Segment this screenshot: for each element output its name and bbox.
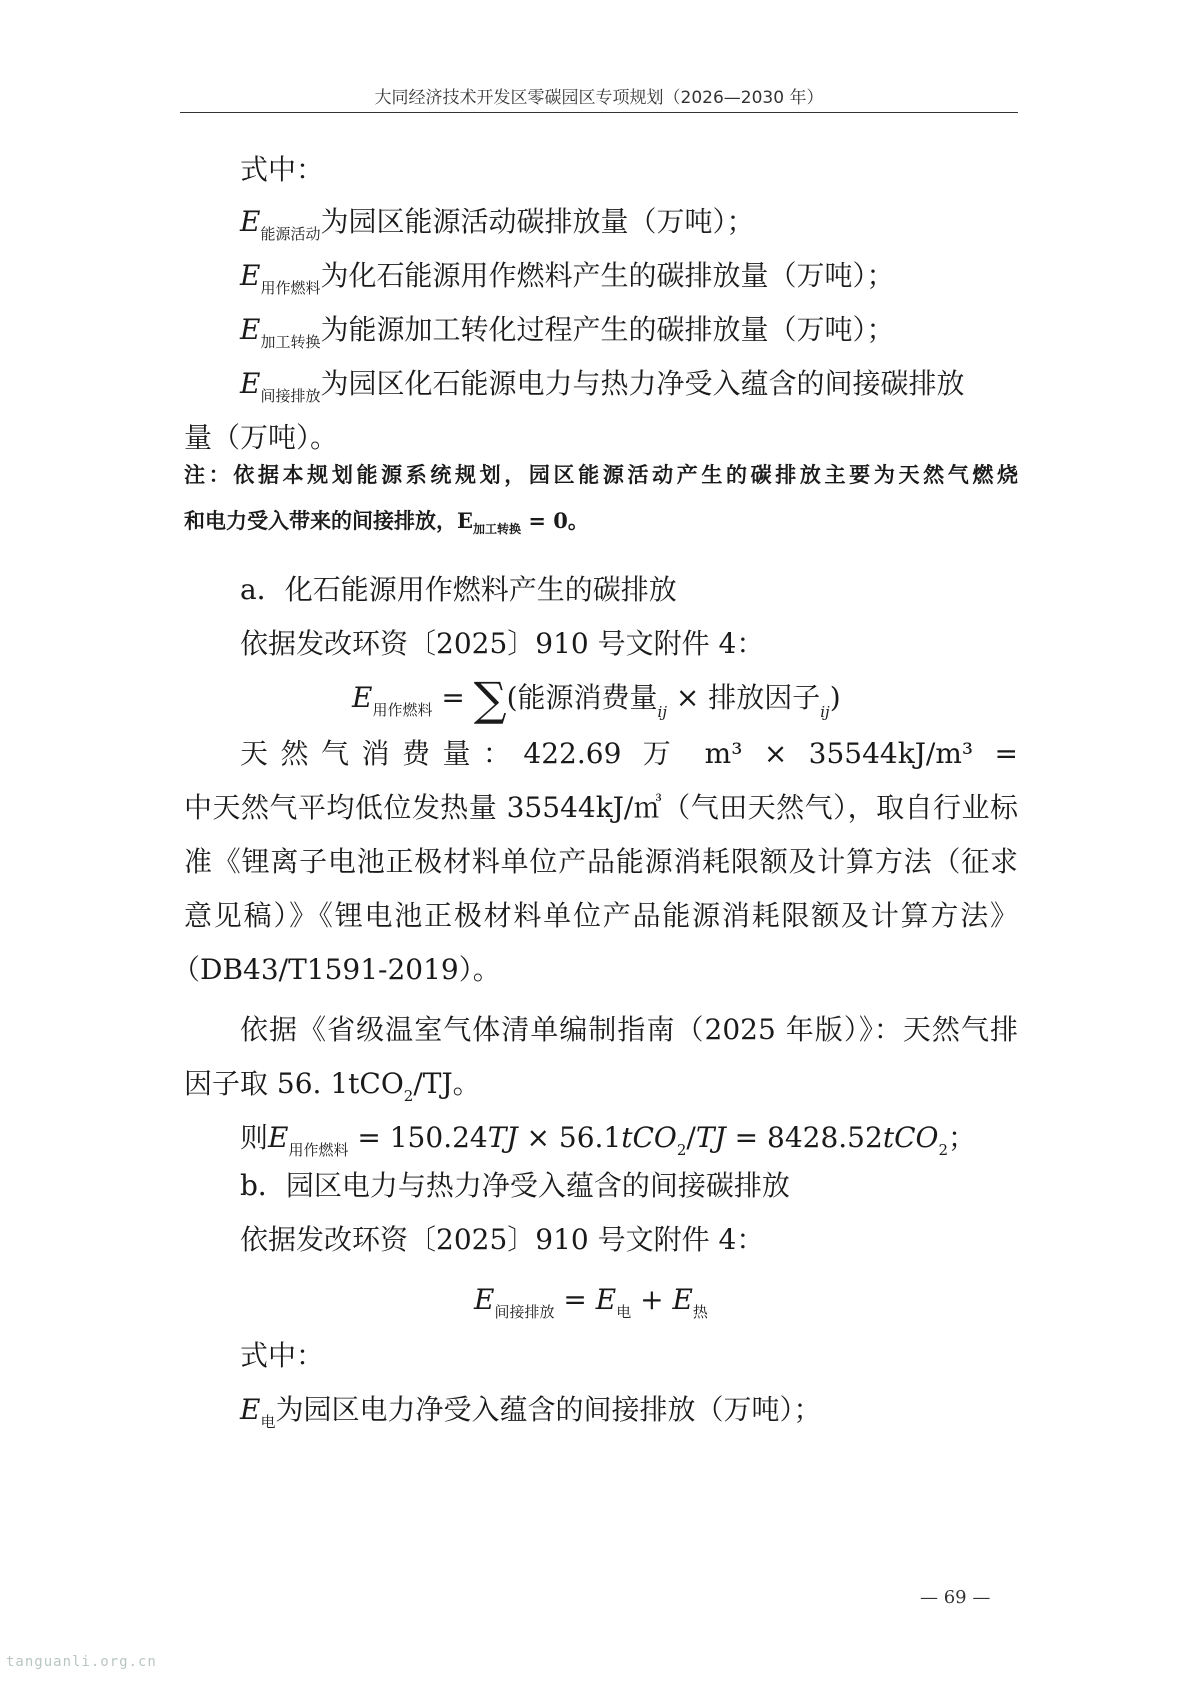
formula-index: ij bbox=[820, 703, 830, 721]
formula-lhs-sub: 用作燃料 bbox=[372, 701, 433, 719]
page-header: 大同经济技术开发区零碳园区专项规划（2026—2030 年） bbox=[374, 88, 824, 108]
formula-fuel bbox=[352, 672, 841, 726]
para-gas-line-2: 中天然气平均低位发热量 35544kJ/㎥（气田天然气），取自行业标 bbox=[184, 791, 1018, 824]
sigma-symbol: ∑ bbox=[473, 672, 507, 726]
header-rule bbox=[180, 112, 1018, 113]
formula-times: × 排放因子 bbox=[666, 681, 821, 714]
def-subscript: 加工转换 bbox=[260, 333, 321, 351]
formula-lhs: E bbox=[352, 681, 373, 714]
para-gas-line-5: （DB43/T1591-2019）。 bbox=[172, 953, 501, 986]
def-symbol: E bbox=[240, 367, 261, 400]
result-symbol: E bbox=[268, 1121, 289, 1154]
def-electricity bbox=[240, 1390, 821, 1430]
note-text: 和电力受入带来的间接排放，E bbox=[184, 508, 474, 533]
para-gas-line-1: 天然气消费量：422.69 万 m³ × 35544kJ/m³ = bbox=[240, 737, 1018, 770]
where-label-2: 式中： bbox=[240, 1339, 325, 1372]
def-indirect-cont: 量（万吨）。 bbox=[184, 421, 339, 454]
section-a-basis: 依据发改环资〔2025〕910 号文附件 4： bbox=[240, 627, 765, 660]
def-fuel-use bbox=[240, 256, 894, 296]
unit-sub: 2 bbox=[676, 1141, 687, 1159]
def-subscript: 电 bbox=[260, 1413, 276, 1431]
formula-close: ) bbox=[829, 681, 841, 714]
result-total: = 8428.52 bbox=[725, 1121, 883, 1154]
def-symbol: E bbox=[240, 313, 261, 346]
result-pre: 则 bbox=[240, 1121, 269, 1154]
def-subscript: 间接排放 bbox=[260, 387, 321, 405]
para-gas-line-3: 准《锂离子电池正极材料单位产品能源消耗限额及计算方法（征求 bbox=[184, 845, 1018, 878]
note-subscript: 加工转换 bbox=[473, 522, 522, 536]
def-text: 为能源加工转化过程产生的碳排放量（万吨）； bbox=[320, 313, 895, 346]
formula-term-sub: 热 bbox=[692, 1303, 708, 1321]
formula-eq: = bbox=[554, 1283, 596, 1316]
formula-eq: = bbox=[432, 681, 474, 714]
unit-sub: 2 bbox=[938, 1141, 949, 1159]
note-line-2 bbox=[184, 504, 589, 538]
def-symbol: E bbox=[240, 1393, 261, 1426]
factor-text-end: /TJ。 bbox=[413, 1067, 481, 1100]
unit: tCO bbox=[882, 1121, 939, 1154]
formula-index: ij bbox=[657, 703, 667, 721]
result-value: = 150.24 bbox=[348, 1121, 488, 1154]
def-text: 为园区电力净受入蕴含的间接排放（万吨）； bbox=[275, 1393, 822, 1426]
section-b-heading: b．园区电力与热力净受入蕴含的间接碳排放 bbox=[240, 1169, 790, 1202]
formula-term-sub: 电 bbox=[616, 1303, 632, 1321]
def-processing bbox=[240, 310, 894, 350]
def-indirect bbox=[240, 364, 964, 404]
note-line-1: 注：依据本规划能源系统规划，园区能源活动产生的碳排放主要为天然气燃烧 bbox=[184, 462, 1018, 487]
def-symbol: E bbox=[240, 205, 261, 238]
result-sub: 用作燃料 bbox=[288, 1141, 349, 1159]
section-b-basis: 依据发改环资〔2025〕910 号文附件 4： bbox=[240, 1223, 765, 1256]
watermark: tanguanli.org.cn bbox=[6, 1654, 157, 1670]
para-factor-line-2 bbox=[184, 1064, 481, 1104]
para-gas-line-4: 意见稿）》《锂电池正极材料单位产品能源消耗限额及计算方法》 bbox=[184, 899, 1018, 932]
def-energy-activity bbox=[240, 202, 754, 242]
def-subscript: 用作燃料 bbox=[260, 279, 321, 297]
def-subscript: 能源活动 bbox=[260, 225, 321, 243]
para-factor-line-1: 依据《省级温室气体清单编制指南（2025 年版）》：天然气排 bbox=[240, 1013, 1018, 1046]
def-text: 为园区能源活动碳排放量（万吨）； bbox=[320, 205, 755, 238]
formula-open: (能源消费量 bbox=[506, 681, 658, 714]
formula-indirect bbox=[474, 1280, 708, 1320]
unit: TJ bbox=[695, 1121, 726, 1154]
unit: tCO bbox=[621, 1121, 677, 1154]
note-text-end: = 0。 bbox=[521, 508, 589, 533]
result-fuel bbox=[240, 1118, 976, 1158]
result-times: × 56.1 bbox=[517, 1121, 622, 1154]
def-text: 为化石能源用作燃料产生的碳排放量（万吨）； bbox=[320, 259, 895, 292]
factor-sub: 2 bbox=[403, 1087, 414, 1105]
section-a-heading: a．化石能源用作燃料产生的碳排放 bbox=[240, 573, 677, 606]
where-label: 式中： bbox=[240, 153, 325, 186]
factor-text: 因子取 56. 1tCO bbox=[184, 1067, 404, 1100]
formula-plus: + bbox=[631, 1283, 673, 1316]
unit: TJ bbox=[487, 1121, 518, 1154]
def-text: 为园区化石能源电力与热力净受入蕴含的间接碳排放 bbox=[320, 367, 965, 400]
page-number: — 69 — bbox=[920, 1587, 991, 1608]
slash: / bbox=[686, 1121, 696, 1154]
formula-term: E bbox=[672, 1283, 693, 1316]
formula-lhs: E bbox=[474, 1283, 495, 1316]
def-symbol: E bbox=[240, 259, 261, 292]
formula-lhs-sub: 间接排放 bbox=[494, 1303, 555, 1321]
result-end: ； bbox=[948, 1121, 977, 1154]
formula-term: E bbox=[595, 1283, 617, 1316]
